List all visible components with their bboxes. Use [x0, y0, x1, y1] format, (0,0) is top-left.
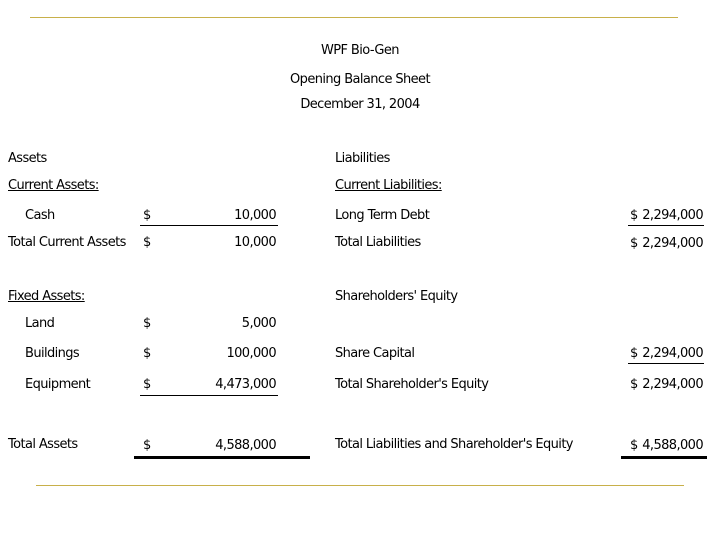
current-liabilities-heading: Current Liabilities: — [335, 178, 442, 193]
land-currency: $ — [143, 316, 151, 331]
total-current-assets-currency: $ — [143, 235, 151, 250]
total-shareholders-equity-currency: $ — [630, 377, 638, 392]
total-assets-label: Total Assets — [8, 437, 78, 452]
shareholders-equity-heading: Shareholders' Equity — [335, 289, 458, 304]
grand-total-label: Total Liabilities and Shareholder's Equity — [335, 437, 573, 452]
total-shareholders-equity-value: 2,294,000 — [642, 377, 703, 392]
top-rule — [30, 17, 678, 18]
grand-total-currency: $ — [630, 438, 638, 453]
total-assets-double-rule — [134, 456, 310, 459]
buildings-value: 100,000 — [226, 346, 276, 361]
long-term-debt-currency: $ — [630, 208, 638, 223]
total-liabilities-currency: $ — [630, 236, 638, 251]
buildings-label: Buildings — [25, 346, 80, 361]
land-value: 5,000 — [241, 316, 276, 331]
total-assets-currency: $ — [143, 438, 151, 453]
total-liabilities-value: 2,294,000 — [642, 236, 703, 251]
total-current-assets-label: Total Current Assets — [8, 235, 126, 250]
current-assets-heading: Current Assets: — [8, 178, 99, 193]
total-assets-value: 4,588,000 — [215, 438, 276, 453]
grand-total-value: 4,588,000 — [642, 438, 703, 453]
share-capital-label: Share Capital — [335, 346, 415, 361]
fixed-assets-heading: Fixed Assets: — [8, 289, 85, 304]
long-term-debt-value: 2,294,000 — [642, 208, 703, 223]
long-term-debt-underline — [628, 225, 704, 226]
grand-total-double-rule — [621, 456, 707, 459]
share-capital-underline — [628, 363, 704, 364]
share-capital-value: 2,294,000 — [642, 346, 703, 361]
equipment-value: 4,473,000 — [215, 377, 276, 392]
cash-value: 10,000 — [234, 208, 276, 223]
bottom-rule — [36, 485, 684, 486]
equipment-label: Equipment — [25, 377, 91, 392]
sheet-title: Opening Balance Sheet — [290, 72, 430, 87]
total-liabilities-label: Total Liabilities — [335, 235, 421, 250]
cash-label: Cash — [25, 208, 55, 223]
sheet-date: December 31, 2004 — [300, 97, 420, 112]
liabilities-heading: Liabilities — [335, 151, 390, 166]
total-current-assets-value: 10,000 — [234, 235, 276, 250]
cash-underline — [140, 225, 278, 226]
share-capital-currency: $ — [630, 346, 638, 361]
buildings-currency: $ — [143, 346, 151, 361]
cash-currency: $ — [143, 208, 151, 223]
assets-heading: Assets — [8, 151, 47, 166]
equipment-currency: $ — [143, 377, 151, 392]
equipment-underline — [140, 395, 278, 396]
company-name: WPF Bio-Gen — [321, 43, 399, 58]
land-label: Land — [25, 316, 55, 331]
long-term-debt-label: Long Term Debt — [335, 208, 430, 223]
total-shareholders-equity-label: Total Shareholder's Equity — [335, 377, 489, 392]
